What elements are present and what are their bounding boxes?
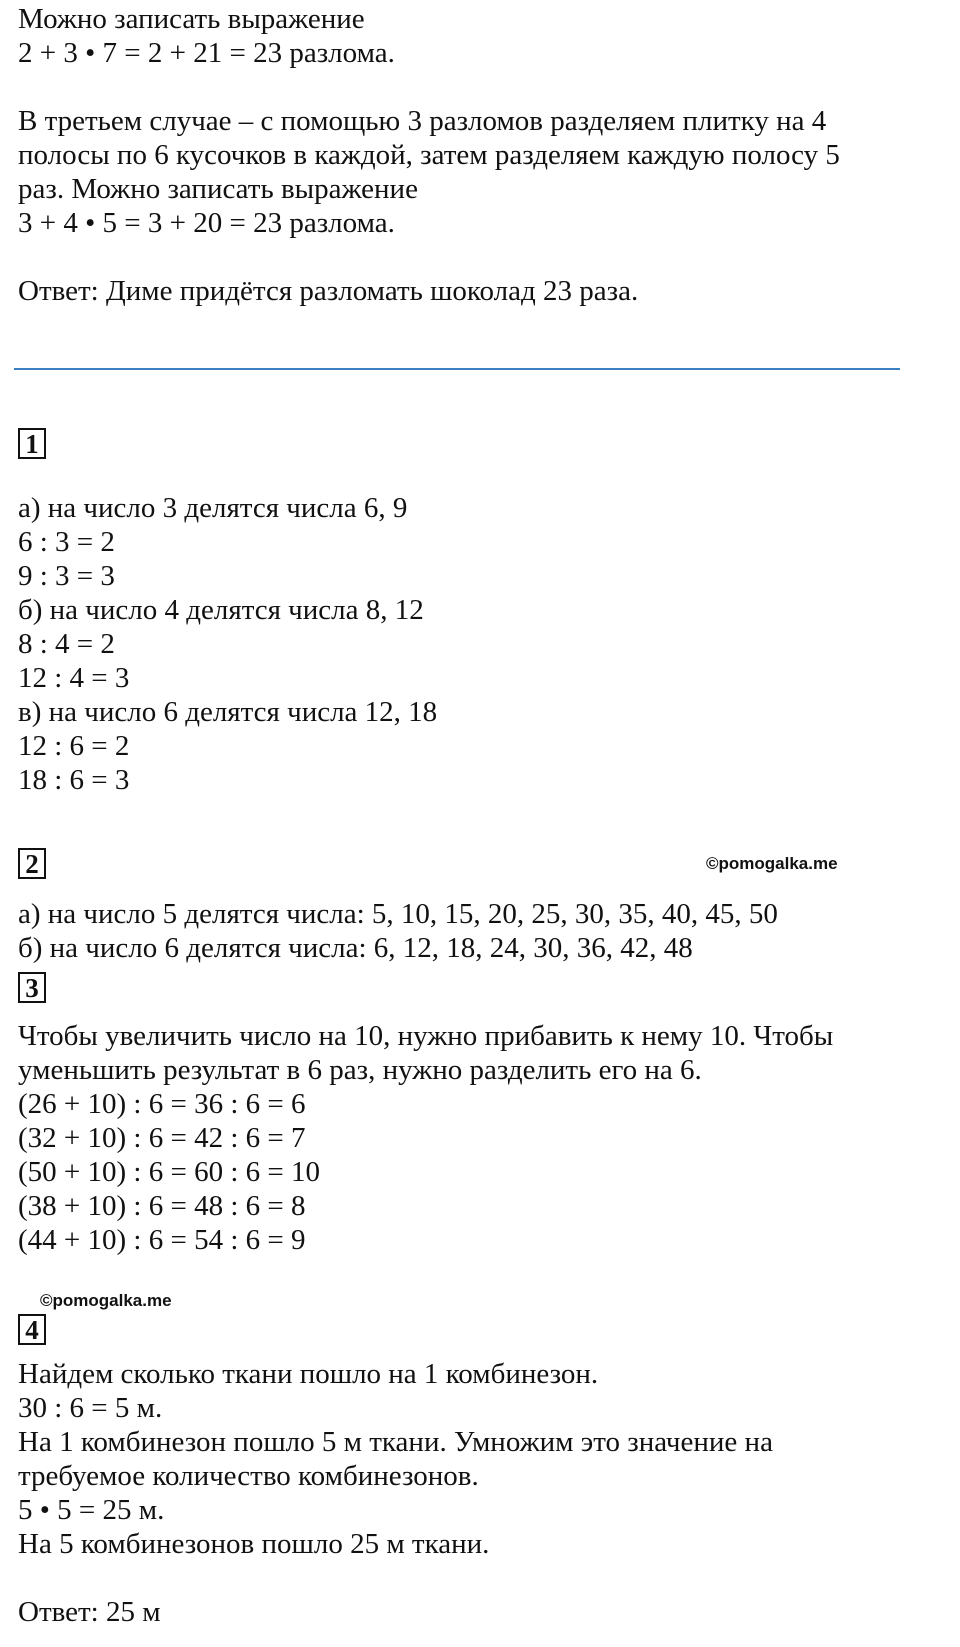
intro-line: 2 + 3 • 7 = 2 + 21 = 23 разлома. (18, 37, 395, 69)
task-number-1: 1 (18, 428, 46, 459)
intro-line: полосы по 6 кусочков в каждой, затем разделяем каждую полосу 5 (18, 139, 840, 171)
task-3-line: уменьшить результат в 6 раз, нужно разделить его на 6. (18, 1054, 702, 1086)
task-3-line: Чтобы увеличить число на 10, нужно прибавить к нему 10. Чтобы (18, 1020, 834, 1052)
intro-line: 3 + 4 • 5 = 3 + 20 = 23 разлома. (18, 207, 395, 239)
task-4-answer: Ответ: 25 м (18, 1596, 161, 1628)
task-number-2: 2 (18, 848, 46, 879)
task-3-line: (50 + 10) : 6 = 60 : 6 = 10 (18, 1156, 320, 1188)
task-1-line: б) на число 4 делятся числа 8, 12 (18, 594, 424, 626)
task-number-4: 4 (18, 1314, 46, 1345)
task-1-line: а) на число 3 делятся числа 6, 9 (18, 492, 408, 524)
task-1-line: 9 : 3 = 3 (18, 560, 115, 592)
task-4-line: Найдем сколько ткани пошло на 1 комбинезон. (18, 1358, 599, 1390)
intro-line: Можно записать выражение (18, 3, 365, 35)
task-3-line: (44 + 10) : 6 = 54 : 6 = 9 (18, 1224, 306, 1256)
intro-answer: Ответ: Диме придётся разломать шоколад 23 раза. (18, 275, 639, 307)
watermark: ©pomogalka.me (706, 854, 838, 873)
intro-line: раз. Можно записать выражение (18, 173, 418, 205)
task-3-line: (32 + 10) : 6 = 42 : 6 = 7 (18, 1122, 306, 1154)
task-2-line: б) на число 6 делятся числа: 6, 12, 18, 24, 30, 36, 42, 48 (18, 932, 693, 964)
task-number-3: 3 (18, 972, 46, 1003)
task-4-line: требуемое количество комбинезонов. (18, 1460, 479, 1492)
intro-line: В третьем случае – с помощью 3 разломов разделяем плитку на 4 (18, 105, 827, 137)
task-2-line: а) на число 5 делятся числа: 5, 10, 15, 20, 25, 30, 35, 40, 45, 50 (18, 898, 778, 930)
watermark: ©pomogalka.me (40, 1291, 172, 1310)
task-1-line: 18 : 6 = 3 (18, 764, 130, 796)
task-4-line: На 1 комбинезон пошло 5 м ткани. Умножим это значение на (18, 1426, 773, 1458)
task-3-line: (26 + 10) : 6 = 36 : 6 = 6 (18, 1088, 306, 1120)
task-4-line: На 5 комбинезонов пошло 25 м ткани. (18, 1528, 490, 1560)
section-divider (14, 368, 900, 370)
task-3-line: (38 + 10) : 6 = 48 : 6 = 8 (18, 1190, 306, 1222)
task-1-line: 6 : 3 = 2 (18, 526, 115, 558)
task-1-line: 12 : 6 = 2 (18, 730, 130, 762)
task-1-line: 12 : 4 = 3 (18, 662, 130, 694)
task-4-line: 30 : 6 = 5 м. (18, 1392, 163, 1424)
task-1-line: в) на число 6 делятся числа 12, 18 (18, 696, 438, 728)
task-4-line: 5 • 5 = 25 м. (18, 1494, 165, 1526)
task-1-line: 8 : 4 = 2 (18, 628, 115, 660)
